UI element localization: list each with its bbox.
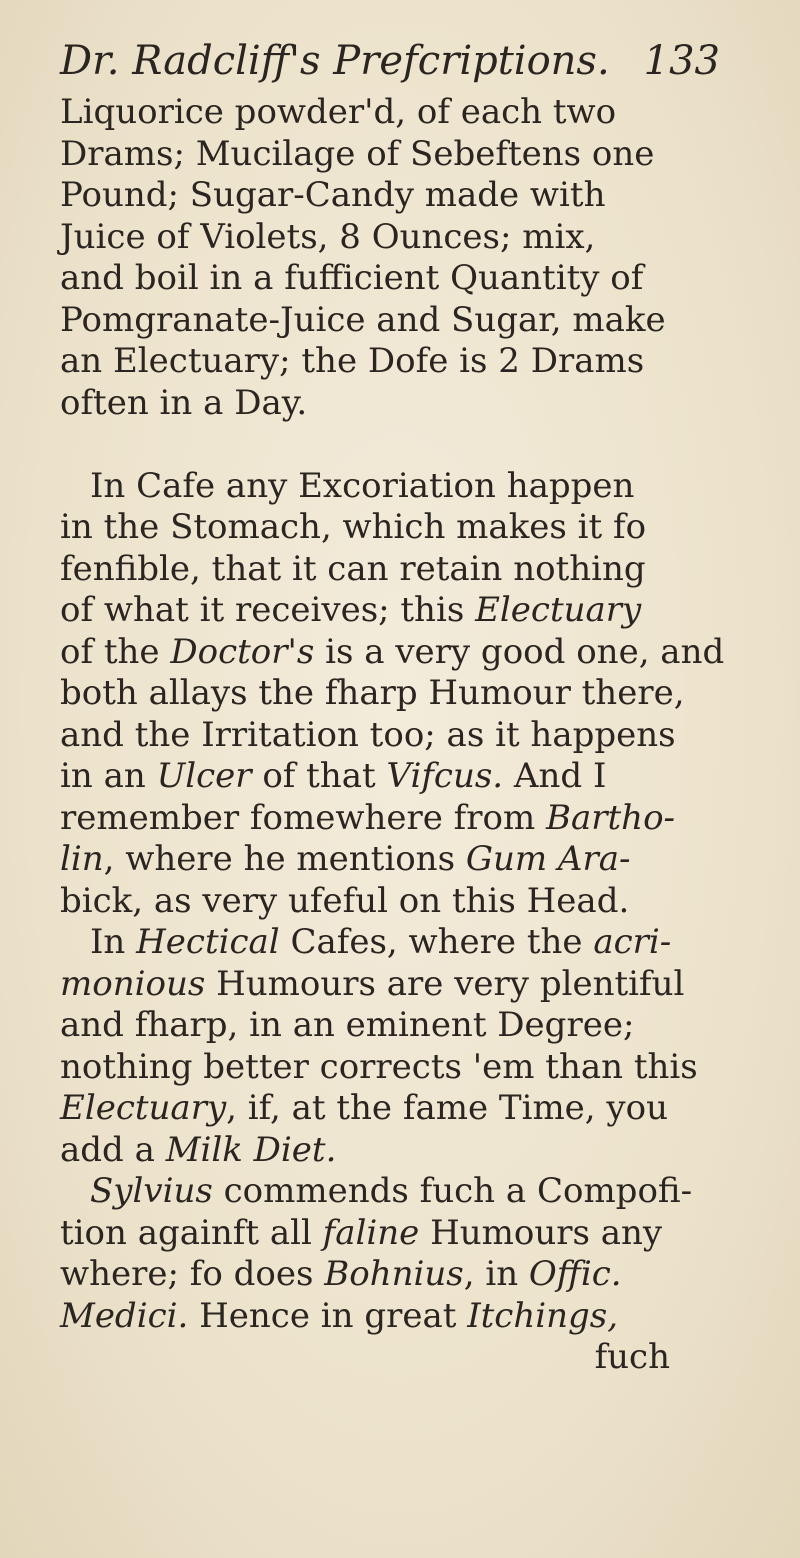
- text-line: bick, as very ufeful on this Head.: [60, 880, 630, 921]
- text-line: tion againft all faline Humours any: [60, 1212, 663, 1253]
- text-line: often in a Day.: [60, 382, 308, 423]
- text-line: an Electuary; the Dofe is 2 Drams: [60, 341, 645, 381]
- text-line: Drams; Mucilage of Sebeftens one: [60, 133, 655, 174]
- text-line: Pound; Sugar-Candy made with: [60, 175, 606, 215]
- text-line: and boil in a fufficient Quantity of: [60, 258, 644, 298]
- text-line: In Cafe any Excoriation happen: [90, 465, 635, 506]
- text-line: In Hectical Cafes, where the acri-: [90, 922, 672, 962]
- text-line: add a Milk Diet.: [60, 1129, 337, 1170]
- text-line: in an Ulcer of that Vifcus. And I: [60, 756, 607, 796]
- page-number: 133: [643, 38, 720, 84]
- catchword: fuch: [594, 1337, 670, 1377]
- text-line: Medici. Hence in great Itchings,: [60, 1295, 619, 1336]
- text-line: fenfible, that it can retain nothing: [60, 548, 646, 589]
- text-line: remember fomewhere from Bartho-: [60, 797, 676, 838]
- body-text: [60, 92, 750, 1379]
- text-line: nothing better corrects 'em than this: [60, 1046, 698, 1087]
- text-line: lin, where he mentions Gum Ara-: [60, 839, 631, 879]
- text-line: and the Irritation too; as it happens: [60, 714, 676, 755]
- text-line: Juice of Violets, 8 Ounces; mix,: [60, 216, 596, 257]
- text-line: Sylvius commends fuch a Compofi-: [90, 1171, 693, 1211]
- text-line: Electuary, if, at the fame Time, you: [60, 1088, 668, 1128]
- text-line: both allays the fharp Humour there,: [60, 673, 685, 713]
- text-line: Liquorice powder'd, of each two: [60, 92, 617, 132]
- page-header: [60, 38, 720, 84]
- text-line: in the Stomach, which makes it fo: [60, 507, 647, 547]
- text-line: of what it receives; this Electuary: [60, 590, 642, 630]
- running-title: Dr. Radcliff's Prefcriptions.: [60, 38, 610, 84]
- text-line: Pomgranate-Juice and Sugar, make: [60, 299, 666, 340]
- text-line: of the Doctor's is a very good one, and: [60, 631, 725, 672]
- text-line: monious Humours are very plentiful: [60, 963, 685, 1004]
- text-line: and fharp, in an eminent Degree;: [60, 1005, 635, 1045]
- text-line: where; fo does Bohnius, in Offic.: [60, 1254, 622, 1294]
